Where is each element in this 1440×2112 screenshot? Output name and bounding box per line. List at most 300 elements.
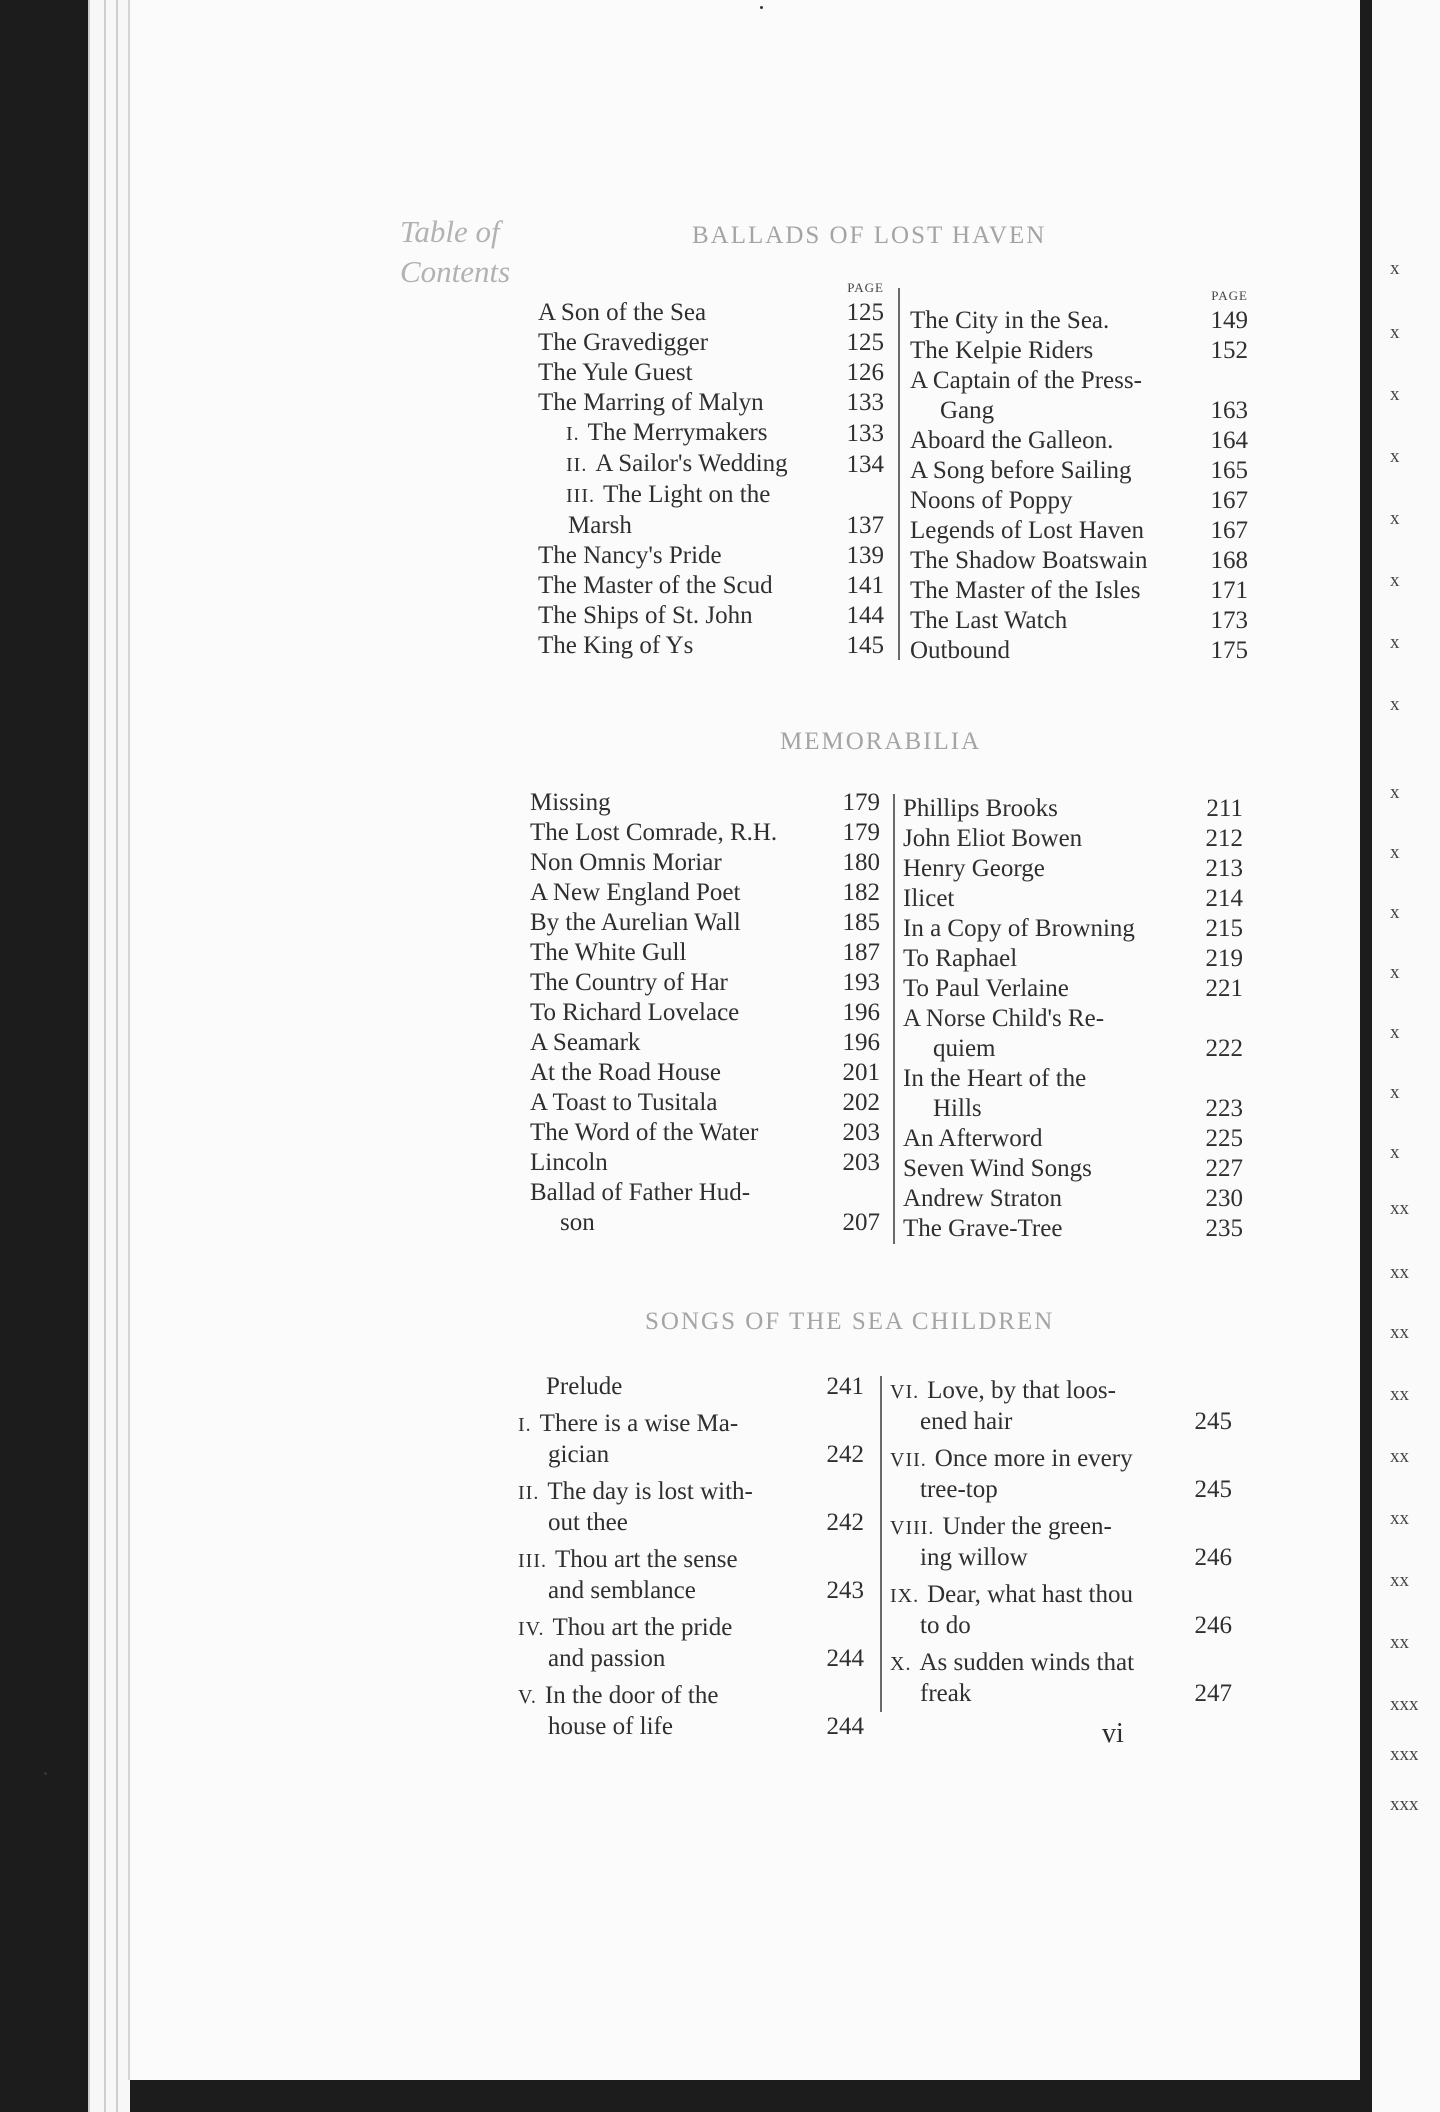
- toc-entry-title: [903, 794, 1189, 824]
- toc-entry-title: [530, 998, 826, 1028]
- toc-entry: [903, 1064, 1243, 1124]
- toc-entry-title: [903, 824, 1189, 854]
- toc-entry: [538, 571, 884, 601]
- toc-entry: [530, 1088, 880, 1118]
- toc-entry: [530, 908, 880, 938]
- facing-page-numeral: x: [1390, 962, 1400, 983]
- toc-page-number: 196: [842, 999, 880, 1026]
- toc-page-number: 242: [826, 1509, 864, 1536]
- toc-entry-line: [518, 1613, 810, 1644]
- toc-entry-text: Aboard the Galleon.: [910, 427, 1114, 454]
- toc-entry-text: Seven Wind Songs: [903, 1155, 1092, 1182]
- facing-page-numeral: x: [1390, 782, 1400, 803]
- toc-entry-title: [910, 336, 1194, 366]
- toc-entry-continuation: out thee: [548, 1509, 628, 1536]
- toc-entry: [910, 546, 1248, 576]
- toc-entry-line: [910, 456, 1194, 486]
- toc-page-number: 235: [1205, 1215, 1243, 1242]
- toc-entry-continuation: and semblance: [548, 1577, 696, 1604]
- toc-page-number: 134: [846, 451, 884, 478]
- toc-entry-line: [530, 1118, 826, 1148]
- toc-entry-continuation: tree-top: [920, 1476, 998, 1503]
- facing-page-numeral: xx: [1390, 1322, 1409, 1343]
- toc-entry: [910, 306, 1248, 336]
- toc-entry-line: [910, 606, 1194, 636]
- toc-page-number: 171: [1210, 577, 1248, 604]
- toc-entry: [890, 1512, 1232, 1573]
- toc-entry-line: [903, 1034, 1189, 1064]
- toc-entry-line: [518, 1545, 810, 1576]
- facing-page-numeral: x: [1390, 508, 1400, 529]
- toc-entry-line: [518, 1576, 810, 1606]
- toc-entry-title: [538, 631, 830, 661]
- toc-entry: [910, 336, 1248, 366]
- toc-entry-line: [530, 938, 826, 968]
- toc-entry-title: [890, 1580, 1178, 1641]
- toc-entry-line: [890, 1376, 1178, 1407]
- toc-page-number: 246: [1194, 1544, 1232, 1571]
- toc-entry-line: [890, 1611, 1178, 1641]
- toc-entry-text: An Afterword: [903, 1125, 1043, 1152]
- toc-entry-text: Dear, what hast thou: [927, 1581, 1133, 1608]
- toc-page-number: 179: [842, 819, 880, 846]
- toc-entry-line: [518, 1681, 810, 1712]
- toc-entry-title: [903, 1154, 1189, 1184]
- toc-page-number: 242: [826, 1441, 864, 1468]
- toc-entry-title: [903, 1064, 1189, 1124]
- toc-entry: [538, 298, 884, 328]
- roman-numeral: IX.: [890, 1585, 920, 1607]
- toc-entry-line: [903, 974, 1189, 1004]
- toc-column-left: [538, 280, 884, 661]
- toc-column-left: [518, 1372, 864, 1742]
- toc-entry-title: [518, 1681, 810, 1742]
- toc-entry-title: [530, 788, 826, 818]
- toc-entry-text: Legends of Lost Haven: [910, 517, 1144, 544]
- toc-page-number: 173: [1210, 607, 1248, 634]
- toc-entry-text: A Song before Sailing: [910, 457, 1132, 484]
- toc-entry-line: [530, 998, 826, 1028]
- toc-entry-title: [903, 914, 1189, 944]
- toc-entry-text: The Country of Har: [530, 969, 728, 996]
- side-label-line: Table of: [400, 214, 500, 249]
- toc-entry: [910, 486, 1248, 516]
- toc-entry-title: [910, 606, 1194, 636]
- toc-entry-title: [530, 1178, 826, 1238]
- toc-entry: [903, 794, 1243, 824]
- toc-entry-continuation: house of life: [548, 1713, 673, 1740]
- toc-page-number: 185: [842, 909, 880, 936]
- toc-page-number: 182: [842, 879, 880, 906]
- toc-entry-line: [890, 1407, 1178, 1437]
- toc-entry-line: [518, 1477, 810, 1508]
- toc-entry: [910, 366, 1248, 426]
- toc-entry-text: The Word of the Water: [530, 1119, 759, 1146]
- toc-entry: [910, 426, 1248, 456]
- toc-page-number: 202: [842, 1089, 880, 1116]
- toc-entry-text: The Master of the Scud: [538, 572, 773, 599]
- toc-page-number: 221: [1205, 975, 1243, 1002]
- toc-entry: [910, 516, 1248, 546]
- toc-page-number: 187: [842, 939, 880, 966]
- toc-entry-title: [890, 1512, 1178, 1573]
- toc-entry-title: [530, 1088, 826, 1118]
- toc-entry-line: [530, 1208, 826, 1238]
- toc-entry-text: Ilicet: [903, 885, 955, 912]
- roman-numeral: X.: [890, 1653, 912, 1675]
- toc-entry: [910, 636, 1248, 666]
- toc-page-number: 167: [1210, 517, 1248, 544]
- toc-entry: [903, 1184, 1243, 1214]
- toc-entry-text: The Nancy's Pride: [538, 542, 722, 569]
- toc-entry-line: [518, 1409, 810, 1440]
- toc-entry-title: [530, 938, 826, 968]
- toc-entry-text: Missing: [530, 789, 611, 816]
- page-column-header: PAGE: [1211, 288, 1248, 303]
- toc-entry-line: [903, 1094, 1189, 1124]
- facing-page-numeral: xx: [1390, 1570, 1409, 1591]
- toc-entry-line: [910, 306, 1194, 336]
- toc-entry-title: [910, 516, 1194, 546]
- toc-entry-title: [910, 306, 1194, 336]
- toc-entry-line: [530, 1178, 826, 1208]
- toc-entry-line: [903, 914, 1189, 944]
- toc-entry-title: [903, 1004, 1189, 1064]
- roman-numeral: III.: [518, 1550, 547, 1572]
- toc-entry-line: [910, 516, 1194, 546]
- toc-entry-text: There is a wise Ma-: [539, 1410, 739, 1437]
- toc-page-number: 244: [826, 1713, 864, 1740]
- toc-page-number: 179: [842, 789, 880, 816]
- toc-entry-text: The Yule Guest: [538, 359, 693, 386]
- toc-entry-text: Andrew Straton: [903, 1185, 1062, 1212]
- toc-entry-line: [903, 1184, 1189, 1214]
- toc-entry-text: The Kelpie Riders: [910, 337, 1094, 364]
- toc-page-number: 196: [842, 1029, 880, 1056]
- toc-entry-text: In the Heart of the: [903, 1065, 1087, 1092]
- toc-entry-title: [530, 848, 826, 878]
- toc-page-number: 244: [826, 1645, 864, 1672]
- toc-entry: [530, 1028, 880, 1058]
- toc-entry-text: The Ships of St. John: [538, 602, 753, 629]
- toc-page-number: 225: [1205, 1125, 1243, 1152]
- speck: [44, 1772, 47, 1775]
- toc-entry-text: Under the green-: [942, 1513, 1112, 1540]
- toc-entry: [890, 1580, 1232, 1641]
- toc-page-number: 165: [1210, 457, 1248, 484]
- toc-entry-line: [890, 1580, 1178, 1611]
- toc-entry-title: [903, 884, 1189, 914]
- toc-entry-text: The King of Ys: [538, 632, 694, 659]
- toc-entry: [530, 848, 880, 878]
- roman-numeral: IV.: [518, 1618, 545, 1640]
- toc-entry-title: [910, 456, 1194, 486]
- toc-entry-line: [518, 1508, 810, 1538]
- toc-entry-text: By the Aurelian Wall: [530, 909, 741, 936]
- toc-entry-title: [910, 576, 1194, 606]
- toc-entry-line: [903, 1214, 1189, 1244]
- roman-numeral: V.: [518, 1686, 537, 1708]
- toc-entry-line: [890, 1475, 1178, 1505]
- toc-page-number: 180: [842, 849, 880, 876]
- toc-page-number: 137: [846, 512, 884, 539]
- toc-entry-line: [538, 571, 830, 601]
- toc-entry-title: [518, 1409, 810, 1470]
- toc-entry-line: [538, 511, 830, 541]
- toc-entry-line: [903, 1154, 1189, 1184]
- toc-entry-line: [530, 908, 826, 938]
- toc-entry-line: [903, 1004, 1189, 1034]
- toc-entry-text: A Norse Child's Re-: [903, 1005, 1105, 1032]
- page-number: vi: [1102, 1718, 1124, 1749]
- facing-page-numeral: xx: [1390, 1508, 1409, 1529]
- toc-entry-line: [910, 396, 1194, 426]
- toc-entry-title: [538, 601, 830, 631]
- toc-page-number: 214: [1205, 885, 1243, 912]
- toc-entry-text: Love, by that loos-: [927, 1377, 1116, 1404]
- toc-entry-title: [530, 908, 826, 938]
- toc-entry-continuation: ing willow: [920, 1544, 1028, 1571]
- roman-numeral: II.: [518, 1482, 540, 1504]
- roman-numeral: II.: [566, 454, 588, 476]
- toc-entry: [903, 1124, 1243, 1154]
- toc-entry-text: Lincoln: [530, 1149, 608, 1176]
- section-title: BALLADS OF LOST HAVEN: [692, 222, 1047, 249]
- toc-entry-line: [910, 366, 1194, 396]
- toc-entry: [910, 576, 1248, 606]
- toc-page-number: 133: [846, 389, 884, 416]
- facing-page-numeral: x: [1390, 842, 1400, 863]
- toc-entry-line: [538, 418, 830, 449]
- toc-entry-continuation: gician: [548, 1441, 610, 1468]
- toc-entry: [903, 824, 1243, 854]
- facing-page-numeral: x: [1390, 570, 1400, 591]
- facing-page-numeral: xx: [1390, 1262, 1409, 1283]
- toc-page-number: 167: [1210, 487, 1248, 514]
- toc-entry-text: The Shadow Boatswain: [910, 547, 1148, 574]
- toc-entry-line: [530, 878, 826, 908]
- toc-entry: [538, 631, 884, 661]
- toc-entry: [530, 1148, 880, 1178]
- facing-page-numeral: x: [1390, 258, 1400, 279]
- toc-entry: [530, 938, 880, 968]
- toc-entry: [890, 1376, 1232, 1437]
- toc-entry-line: [890, 1444, 1178, 1475]
- toc-entry-text: As sudden winds that: [919, 1649, 1135, 1676]
- toc-entry-title: [903, 1214, 1189, 1244]
- facing-page-numeral: xxx: [1390, 1744, 1419, 1765]
- toc-page-number: 126: [846, 359, 884, 386]
- toc-entry-text: Once more in every: [934, 1445, 1133, 1472]
- toc-entry-line: [903, 794, 1189, 824]
- toc-entry: [890, 1648, 1232, 1709]
- toc-page-number: 125: [846, 329, 884, 356]
- toc-entry: [530, 968, 880, 998]
- toc-entry: [903, 944, 1243, 974]
- toc-entry-title: [530, 878, 826, 908]
- toc-entry-title: [530, 968, 826, 998]
- toc-page-number: 212: [1205, 825, 1243, 852]
- toc-entry-line: [530, 1058, 826, 1088]
- toc-page-number: 164: [1210, 427, 1248, 454]
- toc-entry-continuation: Marsh: [568, 512, 632, 539]
- toc-entry: [530, 788, 880, 818]
- toc-entry-continuation: to do: [920, 1612, 971, 1639]
- toc-entry-title: [890, 1444, 1178, 1505]
- facing-page-numeral: x: [1390, 632, 1400, 653]
- toc-entry-line: [910, 576, 1194, 606]
- toc-entry: [903, 914, 1243, 944]
- toc-entry: [903, 854, 1243, 884]
- toc-entry-text: The Lost Comrade, R.H.: [530, 819, 778, 846]
- toc-entry-text: Thou art the pride: [552, 1614, 733, 1641]
- facing-page-numeral: x: [1390, 694, 1400, 715]
- toc-entry-text: A Sailor's Wedding: [595, 450, 788, 477]
- toc-page-number: 241: [826, 1373, 864, 1400]
- toc-entry-title: [910, 546, 1194, 576]
- facing-page-numeral: xxx: [1390, 1794, 1419, 1815]
- toc-entry-text: The Last Watch: [910, 607, 1068, 634]
- toc-entry-line: [538, 480, 830, 511]
- page-column-header: PAGE: [847, 280, 884, 295]
- toc-page-number: 168: [1210, 547, 1248, 574]
- toc-entry-title: [538, 449, 830, 480]
- toc-entry-text: Henry George: [903, 855, 1045, 882]
- toc-column-right: [910, 288, 1248, 666]
- toc-entry-continuation: freak: [920, 1680, 972, 1707]
- toc-entry-text: The Light on the: [602, 481, 771, 508]
- toc-entry: [538, 418, 884, 449]
- toc-entry-line: [538, 601, 830, 631]
- toc-entry-text: A Son of the Sea: [538, 299, 707, 326]
- toc-entry-title: [890, 1648, 1178, 1709]
- facing-page-numeral: xx: [1390, 1632, 1409, 1653]
- toc-entry-title: [903, 944, 1189, 974]
- toc-page-number: 247: [1194, 1680, 1232, 1707]
- column-divider: [898, 288, 900, 660]
- toc-entry-line: [518, 1644, 810, 1674]
- toc-page-number: 145: [846, 632, 884, 659]
- toc-entry-title: [530, 1028, 826, 1058]
- toc-page-number: 245: [1194, 1408, 1232, 1435]
- column-divider: [880, 1376, 882, 1712]
- facing-page-numeral: x: [1390, 1082, 1400, 1103]
- toc-entry-text: Phillips Brooks: [903, 795, 1058, 822]
- toc-entry-line: [903, 854, 1189, 884]
- toc-entry-text: Noons of Poppy: [910, 487, 1073, 514]
- section-title: MEMORABILIA: [780, 728, 982, 755]
- toc-page-number: 211: [1206, 795, 1243, 822]
- toc-entry-title: [903, 1184, 1189, 1214]
- toc-page-number: 219: [1205, 945, 1243, 972]
- toc-entry: [530, 1118, 880, 1148]
- toc-column-right: [903, 794, 1243, 1244]
- toc-entry-text: In a Copy of Browning: [903, 915, 1135, 942]
- toc-page-number: 125: [846, 299, 884, 326]
- toc-entry-title: [910, 636, 1194, 666]
- roman-numeral: VI.: [890, 1381, 920, 1403]
- toc-page-number: 144: [846, 602, 884, 629]
- toc-page-number: 193: [842, 969, 880, 996]
- toc-entry-text: The Grave-Tree: [903, 1215, 1063, 1242]
- toc-page-number: 163: [1210, 397, 1248, 424]
- toc-entry-line: [530, 1148, 826, 1178]
- toc-column-right: [890, 1376, 1232, 1709]
- toc-entry-line: [910, 426, 1194, 456]
- toc-entry-text: The Master of the Isles: [910, 577, 1141, 604]
- section-title: SONGS OF THE SEA CHILDREN: [645, 1308, 1055, 1335]
- toc-entry-line: [910, 486, 1194, 516]
- toc-page-number: 175: [1210, 637, 1248, 664]
- toc-entry-text: Prelude: [546, 1373, 623, 1400]
- toc-page-number: 223: [1205, 1095, 1243, 1122]
- toc-entry-line: [530, 968, 826, 998]
- facing-page: [1372, 0, 1440, 2112]
- toc-entry-title: [538, 328, 830, 358]
- toc-page-number: 203: [842, 1119, 880, 1146]
- column-divider: [893, 794, 895, 1244]
- toc-entry-title: [903, 1124, 1189, 1154]
- toc-entry: [903, 884, 1243, 914]
- toc-entry: [530, 1058, 880, 1088]
- toc-entry: [538, 480, 884, 541]
- toc-entry: [518, 1545, 864, 1606]
- toc-entry-text: The Merrymakers: [587, 419, 768, 446]
- toc-entry-line: [890, 1543, 1178, 1573]
- toc-entry-line: [518, 1440, 810, 1470]
- toc-entry-title: [538, 388, 830, 418]
- toc-page-number: 215: [1205, 915, 1243, 942]
- facing-page-numeral: x: [1390, 384, 1400, 405]
- toc-entry: [538, 541, 884, 571]
- toc-page-number: 203: [842, 1149, 880, 1176]
- toc-entry-text: John Eliot Bowen: [903, 825, 1083, 852]
- toc-page-number: 222: [1205, 1035, 1243, 1062]
- toc-entry-title: [530, 1118, 826, 1148]
- toc-entry-line: [530, 1028, 826, 1058]
- toc-page-number: 152: [1210, 337, 1248, 364]
- toc-entry-line: [518, 1712, 810, 1742]
- roman-numeral: III.: [566, 485, 595, 507]
- toc-entry-continuation: son: [560, 1209, 595, 1236]
- toc-entry-title: [538, 541, 830, 571]
- toc-entry: [518, 1409, 864, 1470]
- toc-page-number: 246: [1194, 1612, 1232, 1639]
- facing-page-numeral: x: [1390, 1022, 1400, 1043]
- toc-entry: [518, 1477, 864, 1538]
- toc-page-number: 149: [1210, 307, 1248, 334]
- toc-column-left: [530, 788, 880, 1238]
- toc-entry-line: [538, 358, 830, 388]
- toc-entry: [903, 1154, 1243, 1184]
- toc-entry-line: [903, 1124, 1189, 1154]
- toc-entry-title: [530, 1058, 826, 1088]
- toc-entry-text: Outbound: [910, 637, 1010, 664]
- toc-entry-line: [530, 788, 826, 818]
- toc-entry-title: [538, 418, 830, 449]
- toc-entry: [518, 1681, 864, 1742]
- toc-entry-title: [530, 818, 826, 848]
- toc-entry-text: A Seamark: [530, 1029, 641, 1056]
- toc-entry-title: [530, 1148, 826, 1178]
- toc-page-number: 227: [1205, 1155, 1243, 1182]
- toc-page-number: 207: [842, 1209, 880, 1236]
- toc-entry-title: [910, 426, 1194, 456]
- toc-entry: [530, 878, 880, 908]
- toc-entry-title: [538, 298, 830, 328]
- facing-page-numeral: x: [1390, 322, 1400, 343]
- toc-entry-line: [903, 884, 1189, 914]
